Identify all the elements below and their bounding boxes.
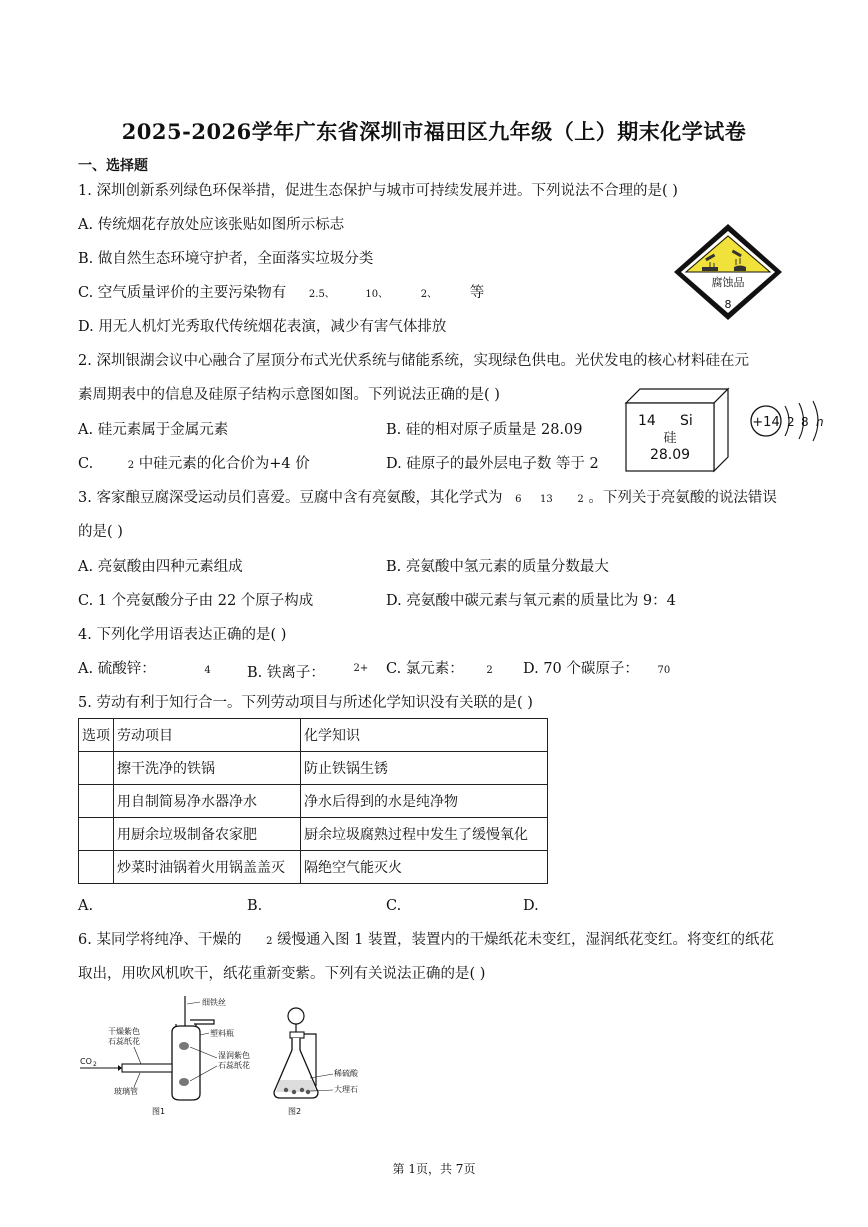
- q2-option-c: [78, 455, 310, 475]
- q1-pm25: 2.5、: [308, 289, 335, 300]
- periodic-atomic-number: 14: [638, 413, 656, 429]
- q1-option-b: B. 做自然生态环境守护者，全面落实垃圾分类: [78, 251, 374, 267]
- table-header-row: [79, 719, 548, 752]
- atom-shell-1: 2: [787, 415, 795, 429]
- q4-option-b-sup: 2+: [353, 663, 369, 674]
- q1-option-d: D. 用无人机灯光秀取代传统烟花表演，减少有害气体排放: [78, 319, 447, 335]
- table-cell: [79, 851, 114, 884]
- q3-option-c: C. 1 个亮氨酸分子由 22 个原子构成: [78, 593, 314, 609]
- periodic-element-name: 硅: [663, 431, 677, 446]
- atom-shell-2: 8: [801, 415, 809, 429]
- q3-formula-c: 6: [515, 494, 522, 505]
- label-dry-flower-2: 石蕊纸花: [108, 1037, 140, 1046]
- table-cell: 擦干洗净的铁锅: [114, 752, 301, 785]
- label-figure-1: 图1: [152, 1107, 166, 1116]
- atom-shell-3: n: [816, 415, 824, 429]
- table-header-cell: 劳动项目: [114, 719, 301, 752]
- table-row: [79, 785, 548, 818]
- q6-stem-text: 6. 某同学将纯净、干燥的: [78, 932, 242, 948]
- q6-stem-line2: 取出，用吹风机吹干，纸花重新变紫。下列有关说法正确的是( ): [78, 966, 486, 982]
- q4-option-a: [78, 660, 211, 680]
- page-title: 2025-2026学年广东省深圳市福田区九年级（上）期末化学试卷: [121, 119, 747, 144]
- q2-option-d: D. 硅原子的最外层电子数 等于 2: [386, 456, 599, 472]
- q1-stem: 1. 深圳创新系列绿色环保举措，促进生态保护与城市可持续发展并进。下列说法不合理的是( ): [78, 183, 678, 199]
- q5-option-a: A.: [78, 898, 94, 914]
- label-iron-wire: 细铁丝: [202, 998, 226, 1007]
- label-glass-tube: 玻璃管: [114, 1087, 138, 1096]
- q4-stem: 4. 下列化学用语表达正确的是( ): [78, 627, 287, 643]
- page-footer: 第 1页，共 7页: [392, 1162, 476, 1176]
- q2-stem-line2: 素周期表中的信息及硅原子结构示意图如图。下列说法正确的是( ): [78, 387, 500, 403]
- q5-option-d: D.: [523, 898, 539, 914]
- periodic-atomic-mass: 28.09: [649, 447, 691, 463]
- q4-option-d-sub: 70: [657, 665, 671, 676]
- table-cell: 防止铁锅生锈: [301, 752, 548, 785]
- table-row: [79, 818, 548, 851]
- table-cell: [79, 785, 114, 818]
- q6-co2-sub: 2: [266, 936, 273, 947]
- q1-option-c-suffix: 等: [469, 285, 485, 301]
- q5-option-c: C.: [386, 898, 402, 914]
- table-cell: 厨余垃圾腐熟过程中发生了缓慢氧化: [301, 818, 548, 851]
- q5-option-b: B.: [247, 898, 263, 914]
- q5-stem: 5. 劳动有利于知行合一。下列劳动项目与所述化学知识没有关联的是( ): [78, 695, 533, 711]
- q1-no2: 2、: [420, 289, 438, 300]
- label-wet-flower-1: 湿润紫色: [218, 1051, 250, 1060]
- q4-option-a-sub: 4: [204, 665, 211, 676]
- q4-option-c: [386, 660, 493, 680]
- label-co2-sub: 2: [93, 1061, 97, 1068]
- corrosive-sign-number: 8: [724, 298, 732, 311]
- corrosive-sign-icon: [672, 222, 784, 322]
- table-cell: 用厨余垃圾制备农家肥: [114, 818, 301, 851]
- q6-stem-line1: [78, 931, 774, 951]
- atom-nucleus-charge: +14: [752, 415, 780, 430]
- table-cell: 炒菜时油锅着火用锅盖盖灭: [114, 851, 301, 884]
- table-cell: 用自制简易净水器净水: [114, 785, 301, 818]
- q5-table: [78, 718, 548, 884]
- q3-stem-suffix: 。下列关于亮氨酸的说法错误: [588, 490, 777, 506]
- q4-option-c-text: C. 氯元素：: [386, 661, 464, 677]
- periodic-cell-silicon: [622, 387, 732, 473]
- table-header-cell: 选项: [79, 719, 114, 752]
- q1-pm10: 10、: [365, 289, 389, 300]
- table-cell: 净水后得到的水是纯净物: [301, 785, 548, 818]
- q2-option-c-label: C.: [78, 456, 94, 472]
- q4-option-b: [247, 660, 368, 682]
- corrosive-sign-label: 腐蚀品: [711, 276, 745, 289]
- table-row: [79, 851, 548, 884]
- table-cell: 隔绝空气能灭火: [301, 851, 548, 884]
- table-cell: [79, 752, 114, 785]
- silicon-atom-structure: [746, 398, 826, 444]
- q3-option-d: D. 亮氨酸中碳元素与氧元素的质量比为 9：4: [386, 593, 676, 609]
- q2-sio2-sub: 2: [127, 460, 135, 471]
- label-dilute-acid: 稀硫酸: [334, 1069, 358, 1078]
- table-row: [79, 752, 548, 785]
- q4-option-a-text: A. 硫酸锌：: [78, 661, 156, 677]
- q3-option-a: A. 亮氨酸由四种元素组成: [78, 559, 243, 575]
- q3-formula-h: 13: [540, 494, 553, 505]
- q2-option-a: A. 硅元素属于金属元素: [78, 422, 229, 438]
- q2-stem-line1: 2. 深圳银湖会议中心融合了屋顶分布式光伏系统与储能系统，实现绿色供电。光伏发电的核心材料硅在元: [78, 353, 749, 369]
- q3-stem-line2: 的是( ): [78, 524, 123, 540]
- q6-stem-suffix: 缓慢通入图 1 装置，装置内的干燥纸花未变红，湿润纸花变红。将变红的纸花: [277, 932, 774, 948]
- label-marble: 大理石: [334, 1085, 358, 1094]
- q1-option-a: A. 传统烟花存放处应该张贴如图所示标志: [78, 217, 345, 233]
- label-plastic-bottle: 塑料瓶: [210, 1029, 234, 1038]
- label-co2: CO: [80, 1057, 92, 1066]
- q4-option-b-text: B. 铁离子：: [247, 665, 325, 681]
- q2-option-c-text: 中硅元素的化合价为+4 价: [138, 456, 310, 472]
- q1-option-c-text: C. 空气质量评价的主要污染物有: [78, 285, 287, 301]
- experiment-apparatus-figure: [78, 992, 378, 1122]
- periodic-symbol: Si: [680, 413, 693, 429]
- q3-option-b: B. 亮氨酸中氢元素的质量分数最大: [386, 559, 609, 575]
- q3-stem-text: 3. 客家酿豆腐深受运动员们喜爱。豆腐中含有亮氨酸，其化学式为: [78, 490, 503, 506]
- q1-option-c: [78, 284, 484, 304]
- label-figure-2: 图2: [288, 1107, 302, 1116]
- label-dry-flower-1: 干燥紫色: [108, 1027, 140, 1036]
- q4-option-c-sub: 2: [486, 665, 493, 676]
- label-wet-flower-2: 石蕊纸花: [218, 1061, 250, 1070]
- section-heading: 一、选择题: [78, 158, 148, 174]
- q3-formula-o: 2: [577, 494, 584, 505]
- q4-option-d-text: D. 70 个碳原子：: [523, 661, 639, 677]
- q2-option-b: B. 硅的相对原子质量是 28.09: [386, 422, 583, 438]
- table-cell: [79, 818, 114, 851]
- q3-stem-line1: [78, 489, 777, 509]
- table-header-cell: 化学知识: [301, 719, 548, 752]
- q4-option-d: [523, 660, 670, 680]
